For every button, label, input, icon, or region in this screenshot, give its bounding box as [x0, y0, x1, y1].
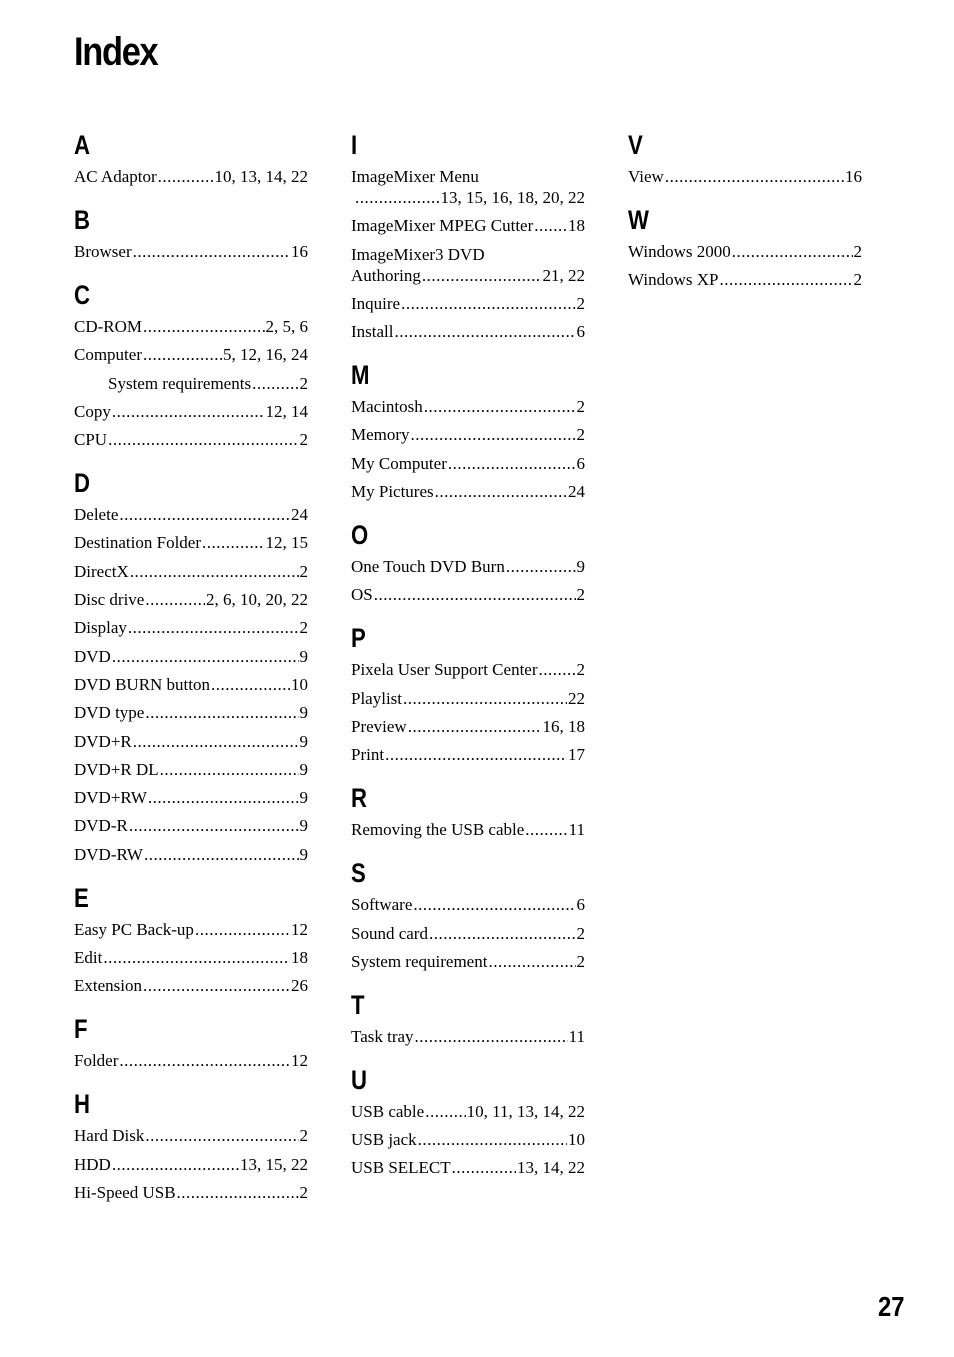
entry-name: Task tray [351, 1026, 414, 1046]
entry-name: Sound card [351, 923, 428, 943]
index-entry [628, 241, 862, 262]
index-entry [74, 919, 308, 940]
section-letter: F [74, 1014, 88, 1045]
entry-list [74, 166, 308, 187]
entry-name: Memory [351, 425, 410, 445]
index-column-2 [351, 128, 585, 1194]
index-entry [628, 166, 862, 187]
entry-pages: 2 [576, 425, 585, 445]
dot-leader [195, 919, 290, 940]
index-entry [351, 424, 585, 445]
dot-leader [119, 1050, 290, 1071]
dot-leader [415, 1026, 568, 1047]
entry-list [74, 1125, 308, 1203]
entry-pages: 2, 5, 6 [265, 317, 308, 336]
entry-pages: 21, 22 [542, 265, 585, 285]
section-letter: E [74, 882, 89, 913]
entry-name: Print [351, 745, 385, 765]
entry-name: ImageMixer Menu [351, 167, 479, 186]
entry-name: ImageMixer3 DVD [351, 244, 485, 264]
section-letter: M [351, 360, 370, 391]
entry-name: Inquire [351, 293, 401, 313]
entry-pages: 24 [568, 482, 585, 502]
section-letter: O [351, 520, 369, 551]
entry-pages: 2 [299, 373, 308, 393]
section-letter: D [74, 468, 90, 499]
dot-leader [374, 584, 576, 605]
index-entry [351, 659, 585, 680]
entry-name: DVD+R DL [74, 759, 159, 779]
index-entry [74, 1050, 308, 1071]
entry-name: Pixela User Support Center [351, 660, 538, 680]
dot-leader [425, 1101, 465, 1122]
entry-list [351, 1101, 585, 1179]
dot-leader [108, 429, 298, 450]
entry-name: ImageMixer MPEG Cutter [351, 216, 534, 236]
entry-continuation [351, 187, 585, 208]
entry-pages: 2 [576, 293, 585, 313]
entry-name: DVD+RW [74, 788, 147, 808]
dot-leader [413, 894, 575, 915]
entry-pages: 2 [299, 561, 308, 581]
entry-name: CD-ROM [74, 317, 143, 336]
entry-name: DVD BURN button [74, 674, 211, 694]
index-entry [74, 241, 308, 262]
dot-leader [119, 504, 290, 525]
index-entry [74, 1125, 308, 1146]
index-section-i [351, 128, 585, 342]
entry-name: Folder [74, 1051, 119, 1071]
index-entry [74, 316, 308, 337]
dot-leader [539, 659, 576, 680]
entry-name: Removing the USB cable [351, 820, 525, 840]
entry-pages: 5, 12, 16, 24 [223, 345, 308, 365]
entry-pages: 2 [576, 660, 585, 680]
entry-name: Preview [351, 716, 407, 736]
entry-pages: 2, 6, 10, 20, 22 [206, 590, 308, 610]
entry-pages: 9 [576, 557, 585, 577]
dot-leader [534, 215, 567, 236]
index-entry [74, 401, 308, 422]
entry-list [351, 166, 585, 342]
index-entry [74, 975, 308, 996]
section-letter: V [628, 130, 643, 160]
entry-name: Macintosh [351, 397, 423, 417]
entry-name: Windows 2000 [628, 242, 731, 261]
index-section-h [74, 1087, 308, 1203]
entry-list [74, 919, 308, 997]
dot-leader [719, 269, 852, 290]
entry-list [74, 241, 308, 262]
dot-leader [448, 453, 576, 474]
entry-pages: 26 [291, 976, 308, 996]
entry-name: Browser [74, 242, 132, 261]
dot-leader [488, 951, 575, 972]
index-section-m [351, 358, 585, 502]
entry-name: Hi-Speed USB [74, 1182, 176, 1202]
entry-list [74, 504, 308, 865]
section-letter: I [351, 130, 358, 160]
dot-leader [411, 424, 576, 445]
entry-name: OS [351, 585, 373, 605]
entry-pages: 9 [299, 703, 308, 723]
entry-pages: 12, 15 [265, 533, 308, 553]
dot-leader [129, 815, 299, 836]
entry-name: One Touch DVD Burn [351, 557, 505, 577]
index-entry [351, 215, 585, 236]
section-letter: H [74, 1089, 90, 1120]
entry-list [351, 894, 585, 972]
entry-name: HDD [74, 1154, 111, 1174]
entry-name: DVD-R [74, 816, 128, 836]
dot-leader [355, 187, 440, 208]
entry-pages: 9 [299, 646, 308, 666]
dot-leader [211, 674, 290, 695]
dot-leader [401, 293, 575, 314]
index-entry [351, 321, 585, 342]
entry-pages: 24 [291, 505, 308, 525]
dot-leader [395, 321, 576, 342]
entry-name: USB jack [351, 1130, 417, 1150]
dot-leader [145, 589, 205, 610]
entry-pages: 13, 15, 22 [240, 1154, 308, 1174]
entry-list [628, 166, 862, 187]
entry-name: Disc drive [74, 590, 145, 610]
index-entry [74, 166, 308, 187]
section-letter: S [351, 858, 366, 889]
index-entry [351, 556, 585, 577]
entry-pages: 2 [576, 951, 585, 971]
dot-leader [130, 561, 299, 582]
dot-leader [128, 617, 299, 638]
entry-pages: 13, 14, 22 [517, 1158, 585, 1178]
entry-name: Windows XP [628, 270, 719, 290]
entry-name: Delete [74, 505, 119, 525]
index-entry [74, 344, 308, 365]
entry-pages: 2 [576, 585, 585, 605]
index-entry [74, 646, 308, 667]
entry-pages: 16, 18 [542, 716, 585, 736]
entry-pages: 17 [568, 745, 585, 765]
section-letter: C [74, 280, 90, 310]
section-letter: P [351, 623, 366, 654]
index-entry [351, 819, 585, 840]
page-number: 27 [878, 1291, 905, 1322]
entry-name: Hard Disk [74, 1126, 145, 1146]
dot-leader [408, 716, 542, 737]
index-entry [74, 702, 308, 723]
entry-pages: 12 [291, 919, 308, 939]
entry-pages: 2 [576, 397, 585, 417]
entry-pages: 13, 15, 16, 18, 20, 22 [440, 188, 585, 207]
entry-name: Copy [74, 401, 111, 421]
index-entry [74, 1154, 308, 1175]
dot-leader [422, 265, 542, 286]
entry-name: System requirements [108, 373, 252, 393]
entry-pages: 18 [568, 216, 585, 236]
entry-name: Easy PC Back-up [74, 919, 194, 939]
section-letter: R [351, 783, 367, 814]
entry-pages: 6 [576, 453, 585, 473]
entry-name: DirectX [74, 561, 129, 581]
index-entry [74, 731, 308, 752]
index-entry [74, 815, 308, 836]
dot-leader [145, 702, 298, 723]
dot-leader [418, 1129, 567, 1150]
index-subentry [74, 373, 308, 394]
entry-name: Playlist [351, 688, 403, 708]
dot-leader [144, 844, 299, 865]
entry-pages: 18 [291, 948, 308, 968]
index-entry [351, 716, 585, 737]
entry-name: DVD+R [74, 731, 132, 751]
index-entry [74, 561, 308, 582]
index-entry [74, 844, 308, 865]
section-letter: B [74, 205, 90, 235]
entry-pages: 22 [568, 688, 585, 708]
dot-leader [145, 1125, 298, 1146]
entry-name: My Pictures [351, 482, 434, 502]
entry-list [351, 819, 585, 840]
entry-name: USB SELECT [351, 1158, 451, 1178]
entry-pages: 9 [299, 844, 308, 864]
dot-leader [385, 744, 567, 765]
dot-leader [133, 731, 299, 752]
index-section-e [74, 881, 308, 997]
index-entry [351, 1101, 585, 1122]
entry-name: View [628, 167, 664, 186]
index-entry [351, 293, 585, 314]
index-entry [74, 947, 308, 968]
index-entry [351, 396, 585, 417]
entry-pages: 10 [291, 674, 308, 694]
entry-continuation [351, 265, 585, 286]
entry-pages: 2 [299, 618, 308, 638]
dot-leader [665, 166, 844, 187]
index-entry [351, 1157, 585, 1178]
entry-pages: 16 [845, 167, 862, 186]
dot-leader [424, 396, 576, 417]
entry-pages: 2 [299, 1182, 308, 1202]
index-entry [74, 532, 308, 553]
dot-leader [158, 166, 214, 187]
entry-list [628, 241, 862, 290]
dot-leader [112, 646, 299, 667]
entry-list [74, 1050, 308, 1071]
index-entry [74, 617, 308, 638]
index-entry [351, 166, 585, 208]
dot-leader [435, 481, 567, 502]
index-column-3 [628, 128, 862, 306]
index-entry [351, 688, 585, 709]
dot-leader [112, 401, 265, 422]
index-section-s [351, 856, 585, 972]
entry-pages: 11 [568, 1026, 585, 1046]
index-entry [351, 923, 585, 944]
entry-name: Software [351, 895, 413, 915]
section-letter: U [351, 1064, 367, 1095]
entry-pages: 10, 13, 14, 22 [214, 167, 308, 186]
index-column-1 [74, 128, 308, 1219]
page-title: Index [74, 30, 158, 74]
entry-pages: 16 [291, 242, 308, 261]
index-section-a [74, 128, 308, 187]
entry-name: Computer [74, 345, 142, 365]
entry-list [351, 556, 585, 605]
entry-name: DVD-RW [74, 844, 143, 864]
index-entry [351, 1129, 585, 1150]
section-letter: A [74, 130, 90, 160]
entry-pages: 10 [568, 1130, 585, 1150]
entry-pages: 6 [576, 895, 585, 915]
index-entry [351, 1026, 585, 1047]
index-section-t [351, 988, 585, 1047]
entry-name: Install [351, 322, 394, 342]
entry-pages: 12 [291, 1051, 308, 1071]
entry-pages: 11 [568, 820, 585, 840]
index-section-o [351, 518, 585, 605]
entry-name: USB cable [351, 1101, 425, 1121]
entry-name: My Computer [351, 453, 447, 473]
index-entry [74, 674, 308, 695]
dot-leader [112, 1154, 239, 1175]
dot-leader [133, 241, 290, 262]
index-entry [74, 1182, 308, 1203]
entry-pages: 9 [299, 731, 308, 751]
entry-name: DVD [74, 646, 111, 666]
dot-leader [429, 923, 576, 944]
dot-leader [143, 975, 290, 996]
dot-leader [252, 373, 298, 394]
section-letter: T [351, 989, 365, 1020]
entry-pages: 9 [299, 816, 308, 836]
entry-name: System requirement [351, 951, 488, 971]
dot-leader [143, 344, 222, 365]
entry-name-continued: Authoring [351, 265, 421, 285]
index-entry [74, 504, 308, 525]
entry-list [351, 659, 585, 765]
dot-leader [177, 1182, 299, 1203]
dot-leader [160, 759, 299, 780]
dot-leader [452, 1157, 516, 1178]
index-entry [74, 429, 308, 450]
index-section-b [74, 203, 308, 262]
entry-pages: 2 [853, 242, 862, 261]
index-section-d [74, 466, 308, 865]
section-letter: W [628, 205, 649, 235]
index-entry [351, 744, 585, 765]
index-section-u [351, 1063, 585, 1179]
dot-leader [732, 241, 853, 262]
entry-list [351, 1026, 585, 1047]
dot-leader [103, 947, 290, 968]
entry-pages: 9 [299, 788, 308, 808]
entry-name: Extension [74, 976, 142, 996]
index-entry [351, 244, 585, 286]
entry-pages: 2 [299, 1126, 308, 1146]
index-entry [74, 759, 308, 780]
index-entry [628, 269, 862, 290]
entry-name: Display [74, 618, 127, 638]
dot-leader [525, 819, 567, 840]
entry-name: AC Adaptor [74, 167, 157, 186]
entry-name: DVD type [74, 703, 145, 723]
dot-leader [148, 787, 299, 808]
index-section-w [628, 203, 862, 290]
index-entry [351, 584, 585, 605]
dot-leader [403, 688, 567, 709]
index-entry [74, 787, 308, 808]
index-entry [351, 951, 585, 972]
entry-list [74, 316, 308, 450]
index-entry [351, 453, 585, 474]
index-section-v [628, 128, 862, 187]
index-section-r [351, 781, 585, 840]
dot-leader [202, 532, 264, 553]
entry-name: Edit [74, 948, 103, 968]
entry-pages: 2 [576, 923, 585, 943]
index-entry [351, 894, 585, 915]
entry-name: Destination Folder [74, 533, 202, 553]
entry-name: CPU [74, 430, 108, 450]
index-section-c [74, 278, 308, 450]
entry-pages: 12, 14 [265, 401, 308, 421]
index-section-p [351, 621, 585, 765]
entry-pages: 2 [853, 270, 862, 290]
index-entry [74, 589, 308, 610]
index-section-f [74, 1012, 308, 1071]
entry-pages: 6 [576, 322, 585, 342]
index-entry [351, 481, 585, 502]
entry-pages: 9 [299, 759, 308, 779]
entry-pages: 10, 11, 13, 14, 22 [466, 1101, 585, 1121]
entry-list [351, 396, 585, 502]
dot-leader [506, 556, 576, 577]
entry-pages: 2 [299, 430, 308, 450]
dot-leader [143, 316, 264, 337]
